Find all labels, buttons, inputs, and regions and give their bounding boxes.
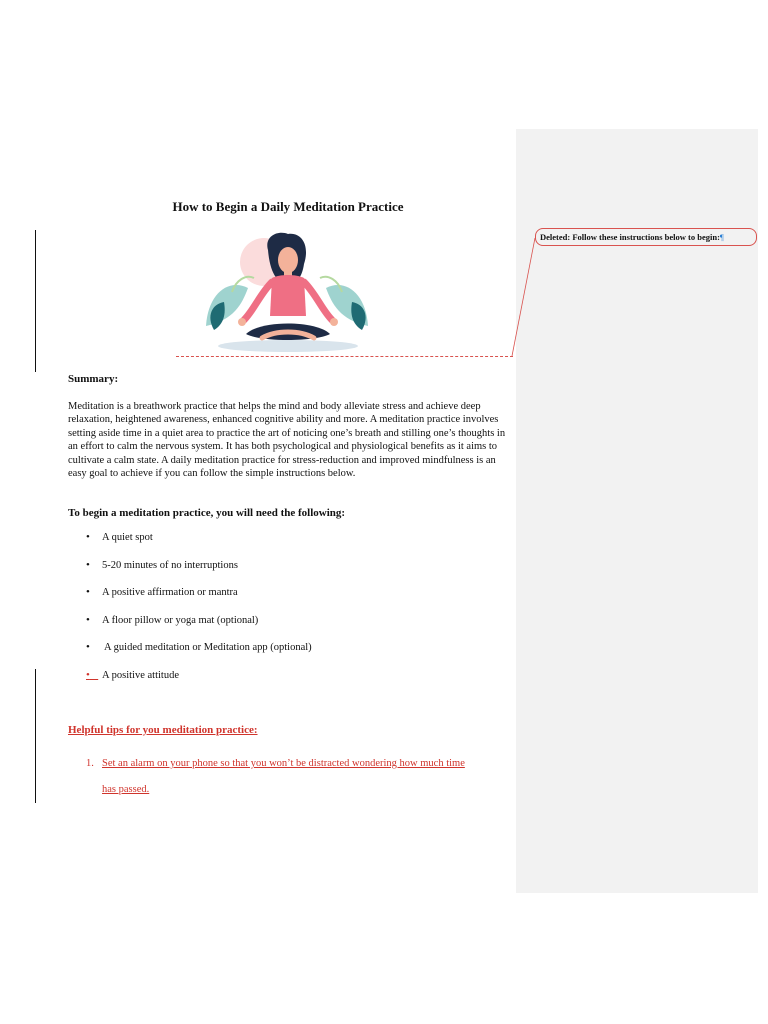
change-bar [35, 230, 36, 372]
list-item-text: A quiet spot [102, 532, 153, 543]
summary-paragraph: Meditation is a breathwork practice that helps the mind and body alleviate stress and achieve deep relaxation, heightened awareness, enhanced cognitive ability and more. A meditation practice involves setting aside time in a quiet area to practice the art of noticing one’s breath and stilling one’s thoughts in an effort to calm the nervous system. It has both psychological and physiological benefits as it aims to cultivate a calm state. A daily meditation practice for stress-reduction and improved mindfulness is an easy goal to achieve if you can follow the simple instructions below. [68, 401, 506, 480]
bullet-icon: • [86, 531, 90, 543]
inserted-bullet-icon: • [86, 668, 90, 681]
bullet-icon: • [86, 586, 90, 598]
summary-heading: Summary: [68, 373, 119, 385]
document-title: How to Begin a Daily Meditation Practice [172, 199, 404, 214]
tip-number: 1. [86, 758, 94, 769]
list-item-text: A floor pillow or yoga mat (optional) [102, 614, 259, 626]
tip-text-line: Set an alarm on your phone so that you won’t be distracted wondering how much time [102, 758, 465, 769]
change-bar [35, 669, 36, 803]
bullet-icon: • [86, 613, 90, 626]
list-item [86, 532, 312, 560]
meditation-illustration [176, 230, 398, 356]
bullet-icon: • [86, 558, 90, 571]
list-item [86, 670, 312, 698]
list-item [86, 642, 312, 670]
comment-anchor-line [176, 356, 513, 357]
list-item [86, 587, 312, 615]
list-item [86, 615, 312, 643]
comment-text: Follow these instructions below to begin: [570, 232, 720, 242]
tip-item [86, 751, 506, 803]
requirements-list [86, 532, 312, 697]
bullet-icon: • [86, 641, 90, 653]
tips-heading: Helpful tips for you meditation practice: [68, 724, 258, 736]
list-item-text: A guided meditation or Meditation app (optional) [102, 642, 312, 653]
tip-text-continuation: has passed. [102, 784, 150, 795]
list-item [86, 560, 312, 588]
deleted-comment-balloon[interactable] [535, 228, 757, 246]
requirements-heading: To begin a meditation practice, you will need the following: [68, 507, 346, 519]
list-item-text: 5-20 minutes of no interruptions [102, 559, 238, 571]
comment-label: Deleted: [540, 232, 571, 242]
list-item-text: A positive attitude [102, 669, 179, 681]
pilcrow-mark: ¶ [719, 232, 724, 242]
list-item-text: A positive affirmation or mantra [102, 587, 238, 598]
